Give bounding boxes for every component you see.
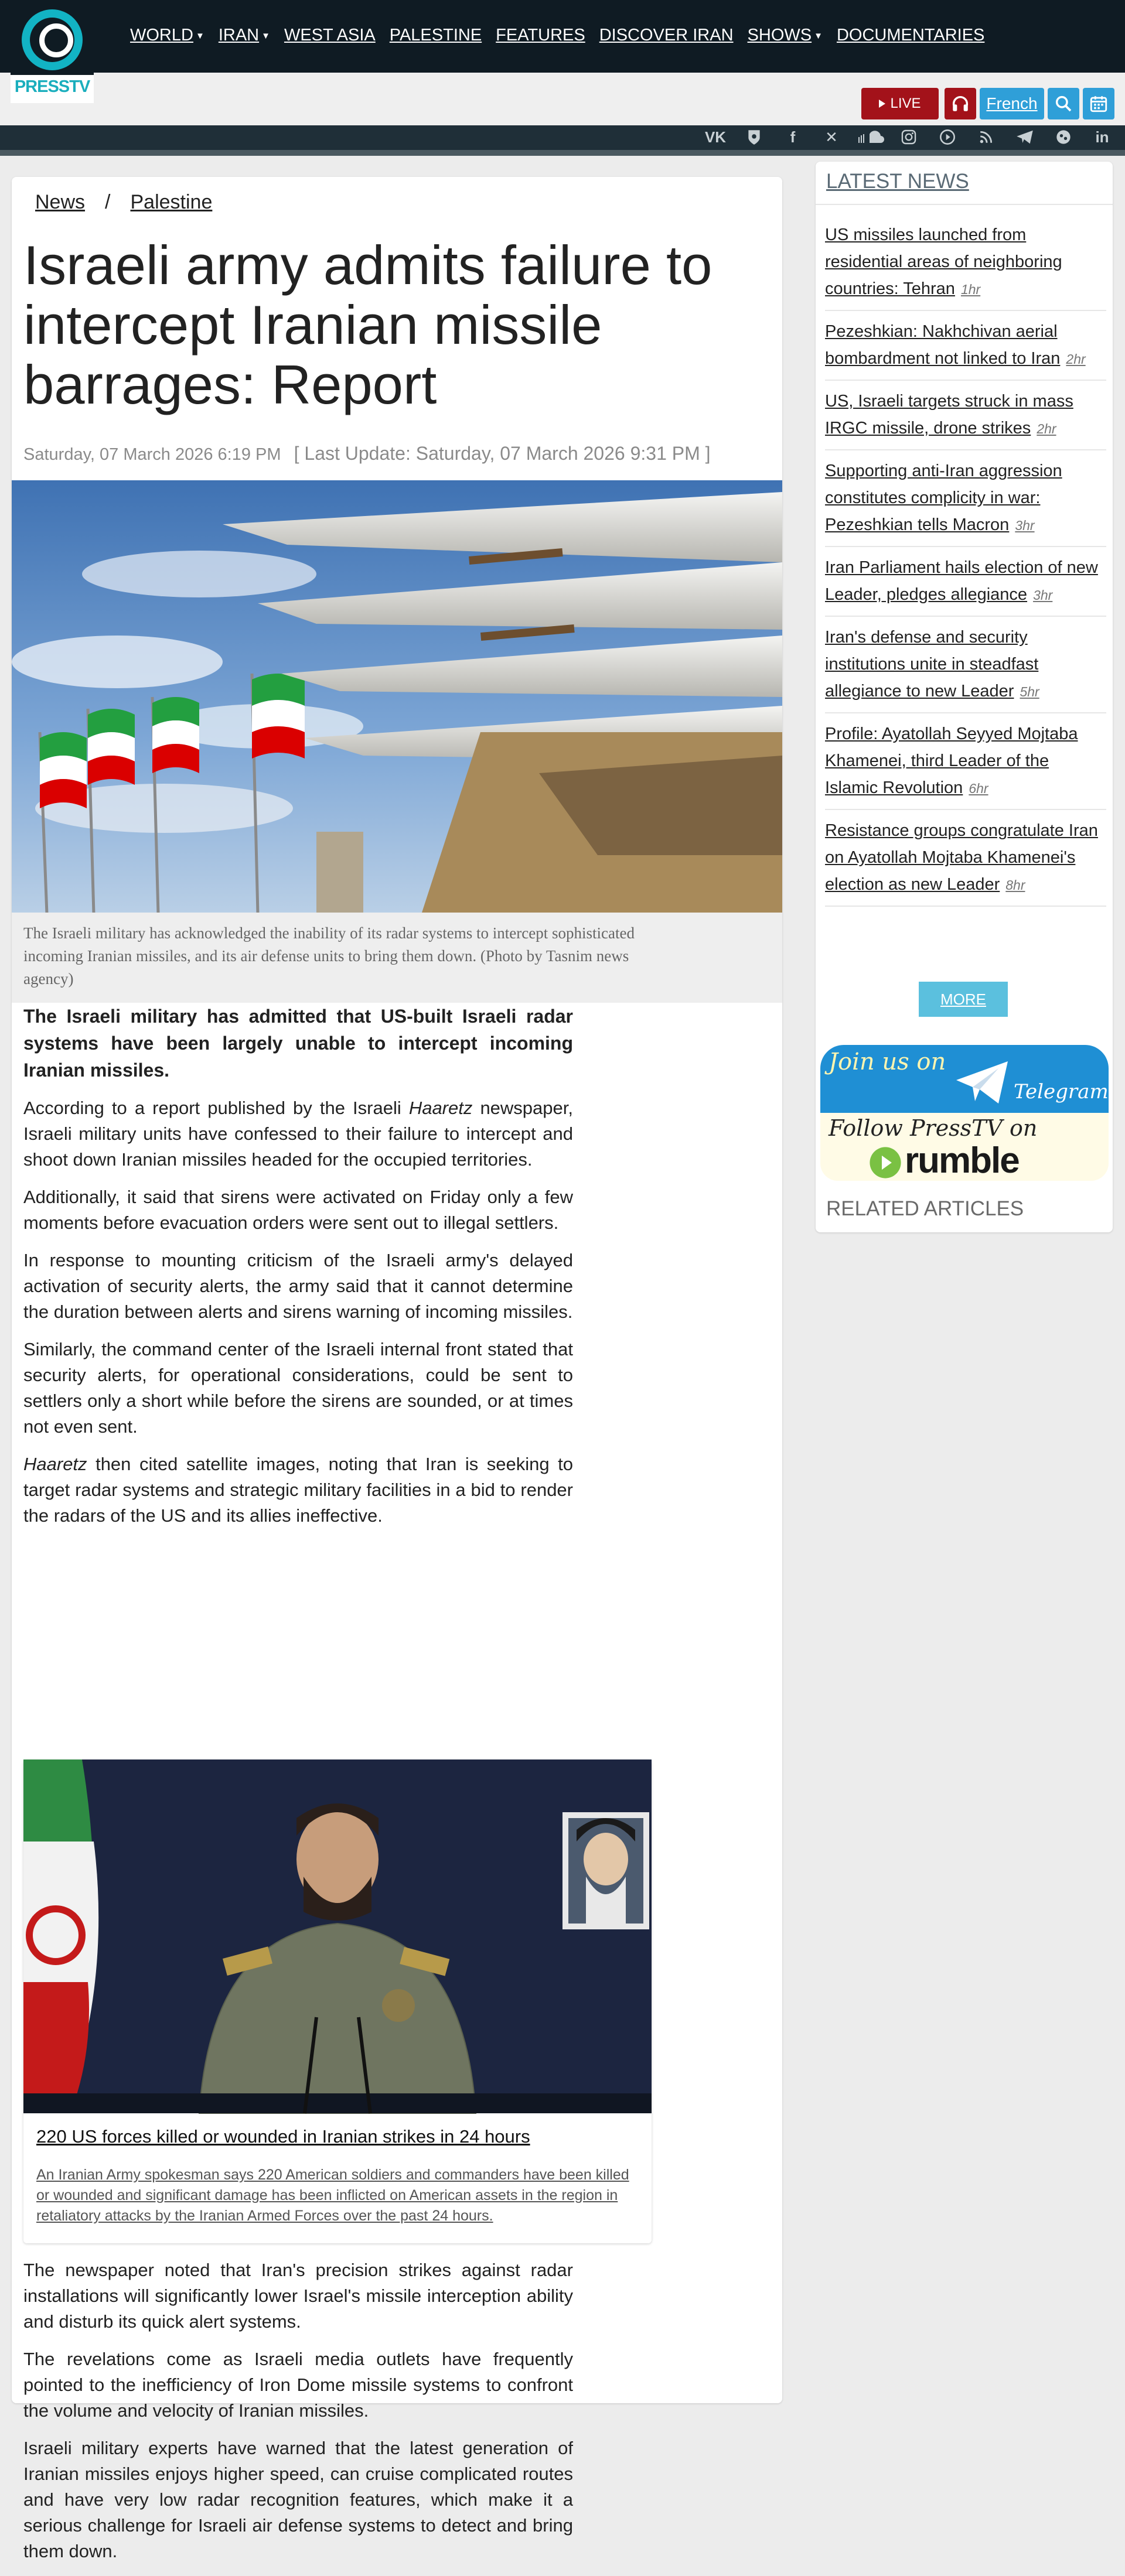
shield-icon[interactable] xyxy=(741,127,768,148)
article-body xyxy=(23,1003,573,1540)
instagram-icon[interactable] xyxy=(895,127,922,148)
telegram-banner[interactable] xyxy=(820,1045,1109,1113)
more-button[interactable]: MORE xyxy=(919,982,1008,1017)
soundcloud-icon[interactable] xyxy=(857,127,884,148)
facebook-icon[interactable]: f xyxy=(790,128,796,146)
chevron-down-icon: ▼ xyxy=(261,30,270,41)
x-icon[interactable]: ✕ xyxy=(825,128,838,146)
article-paragraph: Similarly, the command center of the Israeli internal front stated that security alerts, for operational considerations, could be sent to settlers only a short while before the sirens are sounded, or at times not even sent. xyxy=(23,1339,573,1437)
hero-image xyxy=(12,480,782,913)
search-icon xyxy=(1054,94,1073,113)
latest-news-list xyxy=(825,214,1106,907)
telegram-banner-line2: Telegram xyxy=(1014,1080,1109,1103)
breadcrumb-palestine-link[interactable]: Palestine xyxy=(130,191,213,213)
image-caption: The Israeli military has acknowledged the inability of its radar systems to intercept sophisticated incoming Iranian missiles, and its air defense units to bring them down. (Photo by Tasnim news agency) xyxy=(23,924,635,988)
chevron-down-icon: ▼ xyxy=(814,30,823,41)
play-icon xyxy=(879,100,885,108)
language-button[interactable]: French xyxy=(980,88,1044,119)
breadcrumb xyxy=(35,191,212,214)
article-paragraph: Additionally, it said that sirens were activated on Friday only a few moments before evacuation orders were sent out to illegal settlers. xyxy=(23,1187,573,1233)
social-links xyxy=(702,127,1116,148)
nav-item-world[interactable]: WORLD ▼ xyxy=(130,26,204,45)
list-item[interactable]: US missiles launched from residential areas of neighboring countries: Tehran 1hr xyxy=(825,214,1106,311)
presstv-logo[interactable] xyxy=(11,2,94,103)
image-caption-box xyxy=(12,913,782,1003)
list-item[interactable]: Resistance groups congratulate Iran on Ayatollah Mojtaba Khamenei's election as new Leader 8hr xyxy=(825,810,1106,907)
nav-item-shows[interactable]: SHOWS ▼ xyxy=(747,26,823,45)
podcast-button[interactable] xyxy=(945,88,976,119)
list-item[interactable]: Profile: Ayatollah Seyyed Mojtaba Khamenei, third Leader of the Islamic Revolution 6hr xyxy=(825,713,1106,810)
article-paragraph: According to a report published by the Israeli Haaretz newspaper, Israeli military units have confessed to their failure to intercept and shoot down Iranian missiles headed for the occupied territories. xyxy=(23,1098,573,1170)
main-nav xyxy=(130,26,998,45)
rumble-banner-line1: Follow PressTV on xyxy=(829,1115,1038,1141)
headphones-icon xyxy=(950,94,970,114)
nav-item-palestine[interactable]: PALESTINE xyxy=(389,26,482,45)
nav-item-documentaries[interactable]: DOCUMENTARIES xyxy=(836,26,985,45)
article-paragraph: In response to mounting criticism of the Israeli army's delayed activation of security alerts, the army said that it cannot determine the duration between alerts and sirens warning of incoming missiles. xyxy=(23,1250,573,1322)
article-paragraph: Israeli military experts have warned that the latest generation of Iranian missiles enjoys higher speed, can cruise complicated routes and have very low radar recognition features, which make it a serious challenge for Israeli air defense systems to detect and bring them down. xyxy=(23,2438,573,2561)
telegram-banner-line1: Join us on xyxy=(829,1048,946,1075)
nav-item-west-asia[interactable]: WEST ASIA xyxy=(284,26,376,45)
search-button[interactable] xyxy=(1048,88,1079,119)
article-body-continued xyxy=(23,2257,573,2576)
logo-emblem xyxy=(22,9,83,70)
sidebar xyxy=(816,162,1113,1232)
article-paragraph: The revelations come as Israeli media outlets have frequently pointed to the inefficiency of Iron Dome missile systems to confront the volume and velocity of Iranian missiles. xyxy=(23,2349,573,2421)
calendar-icon xyxy=(1089,94,1109,114)
rumble-banner[interactable] xyxy=(820,1113,1109,1181)
article-card xyxy=(12,177,782,2561)
last-update: [ Last Update: Saturday, 07 March 2026 9:31 PM ] xyxy=(294,443,711,464)
list-item[interactable]: Pezeshkian: Nakhchivan aerial bombardment not linked to Iran 2hr xyxy=(825,311,1106,381)
logo-text: PRESSTV xyxy=(14,77,90,96)
linkedin-icon[interactable]: in xyxy=(1095,128,1109,146)
list-item[interactable]: Supporting anti-Iran aggression constitutes complicity in war: Pezeshkian tells Macron 3hr xyxy=(825,450,1106,547)
rss-icon[interactable] xyxy=(973,127,1000,148)
list-item[interactable]: Iran Parliament hails election of new Leader, pledges allegiance 3hr xyxy=(825,547,1106,617)
telegram-icon xyxy=(953,1059,1011,1106)
chevron-down-icon: ▼ xyxy=(195,30,204,41)
nav-item-iran[interactable]: IRAN ▼ xyxy=(218,26,270,45)
breadcrumb-separator: / xyxy=(105,191,111,213)
nav-item-features[interactable]: FEATURES xyxy=(496,26,585,45)
article-paragraph: The newspaper noted that Iran's precision strikes against radar installations will significantly lower Israel's missile interception ability and disturb its quick alert systems. xyxy=(23,2260,573,2332)
nav-item-discover-iran[interactable]: DISCOVER IRAN xyxy=(599,26,734,45)
live-button[interactable]: LIVE xyxy=(861,88,939,119)
related-article-description[interactable]: An Iranian Army spokesman says 220 American soldiers and commanders have been killed or wounded and significant damage has been inflicted on American assets in the region in retaliatory attacks by the Iranian Armed Forces over the past 24 hours. xyxy=(36,2167,629,2224)
odysee-icon[interactable] xyxy=(1050,127,1077,148)
rumble-banner-line2: rumble xyxy=(905,1140,1019,1181)
article-title: Israeli army admits failure to intercept Iranian missile barrages: Report xyxy=(23,234,712,415)
inline-related-article[interactable] xyxy=(23,1760,652,2243)
vk-icon[interactable]: VK xyxy=(704,128,727,146)
related-article-title[interactable]: 220 US forces killed or wounded in Iranian strikes in 24 hours xyxy=(36,2126,530,2147)
related-article-image xyxy=(23,1760,652,2113)
telegram-icon[interactable] xyxy=(1011,127,1038,148)
latest-news-title[interactable]: LATEST NEWS xyxy=(826,170,969,193)
article-paragraph: Haaretz then cited satellite images, noting that Iran is seeking to target radar systems and strategic military facilities in a bid to render the radars of the US and its allies ineffective. xyxy=(23,1454,573,1526)
article-lead: The Israeli military has admitted that US-built Israeli radar systems have been largely unable to intercept incoming Iranian missiles. xyxy=(23,1006,573,1081)
related-articles-heading: RELATED ARTICLES xyxy=(826,1197,1024,1220)
play-icon[interactable] xyxy=(934,127,961,148)
publish-date: Saturday, 07 March 2026 6:19 PM xyxy=(23,445,281,464)
calendar-button[interactable] xyxy=(1083,88,1114,119)
list-item[interactable]: Iran's defense and security institutions unite in steadfast allegiance to new Leader 5hr xyxy=(825,617,1106,713)
rumble-play-icon xyxy=(868,1146,902,1180)
breadcrumb-news-link[interactable]: News xyxy=(35,191,86,213)
list-item[interactable]: US, Israeli targets struck in mass IRGC missile, drone strikes 2hr xyxy=(825,381,1106,450)
article-dateline xyxy=(23,443,711,464)
